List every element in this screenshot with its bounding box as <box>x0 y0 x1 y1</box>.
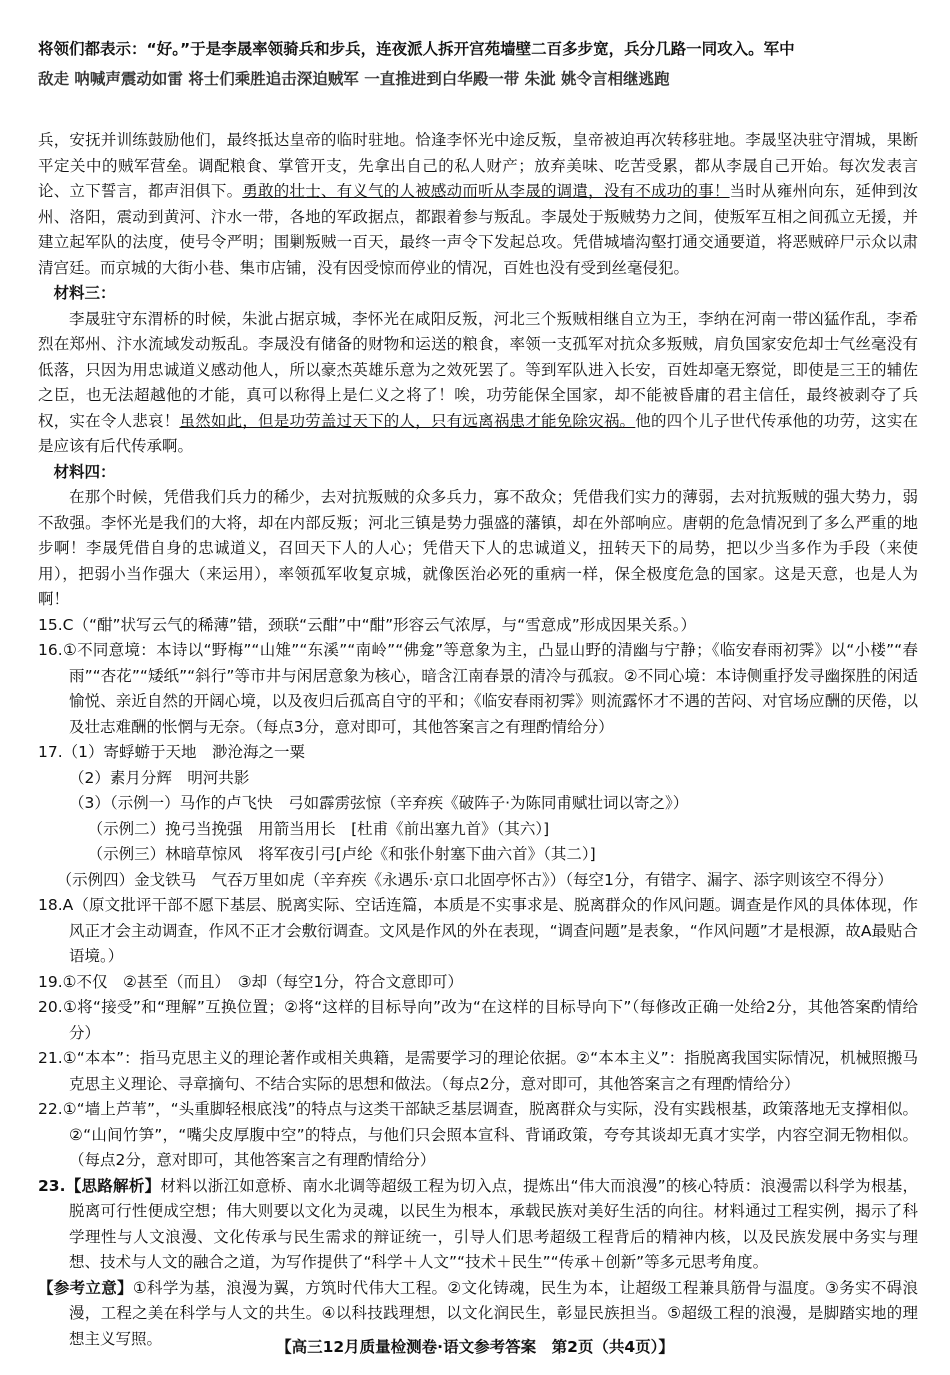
answer-17-example-2: （示例二）挽弓当挽强 用箭当用长 [杜甫《前出塞九首》（其六）] <box>87 819 550 838</box>
top-line-2-cut: 敌走 呐喊声震动如雷 将士们乘胜追击深迫贼军 一直推进到白华殿一带 朱泚 姚令言相继逃跑 <box>38 70 670 88</box>
answer-22: 22.①“墙上芦苇”，“头重脚轻根底浅”的特点与这类干部缺乏基层调查，脱离群众与实际，没有实践根基，政策落地无支撑相似。②“山间竹笋”，“嘴尖皮厚腹中空”的特点，与他们只会照本宣科、背诵政策，夸夸其谈却无真才实学，内容空洞无物相似。（每点2分，意对即可，其他答案言之有理酌情给分） <box>38 1100 918 1169</box>
underlined-sentence: 勇敢的壮士、有义气的人被感动而听从李晟的调遣，没有不成功的事！ <box>242 182 730 200</box>
answer-23-ref-label: 【参考立意】 <box>38 1278 133 1297</box>
material-3-paragraph: 李晟驻守东渭桥的时候，朱泚占据京城，李怀光在咸阳反叛，河北三个叛贼相继自立为王，李纳在河南一带凶猛作乱，李希烈在郑州、汴水流域发动叛乱。李晟没有储备的财物和运送的粮食，率领一支孤军对抗众多叛贼，肩负国家安危却士气丝毫没有低落，只因为用忠诚道义感动他人，所以豪杰英雄乐意为之效死罢了。等到军队进入长安，百姓却毫无察觉，即使是三王的辅佐之臣，也无法超越他的才能，真可以称得上是仁义之将了！唉，功劳能保全国家，却不能被昏庸的君主信任，最终被剥夺了兵权，实在令人悲哀！虽然如此，但是功劳盖过天下的人，只有远离祸患才能免除灾祸。他的四个儿子世代传承他的功劳，这实在是应该有后代传承啊。 <box>38 309 918 455</box>
answer-17-example-3: （示例三）林暗草惊风 将军夜引弓[卢纶《和张仆射塞下曲六首》（其二）] <box>87 845 596 863</box>
main-content <box>38 128 918 1352</box>
page-footer: 【高三12月质量检测卷·语文参考答案 第2页（共4页）】 <box>276 1338 674 1356</box>
material-4-heading: 材料四： <box>53 462 116 481</box>
answer-23-label: 23.【思路解析】 <box>38 1176 161 1195</box>
material-2-paragraph: 兵，安抚并训练鼓励他们，最终抵达皇帝的临时驻地。恰逢李怀光中途反叛，皇帝被迫再次转移驻地。李晟坚决驻守渭城，果断平定关中的贼军营垒。调配粮食、掌管开支，先拿出自己的私人财产；放弃美味、吃苦受累，都从李晟自己开始。每次发表言论、立下誓言，都声泪俱下。勇敢的壮士、有义气的人被感动而听从李晟的调遣，没有不成功的事！当时从雍州向东，延伸到汝州、洛阳，震动到黄河、汴水一带，各地的军政据点，都跟着参与叛乱。李晟处于叛贼势力之间，使叛军互相之间孤立无援，并建立起军队的法度，使号令严明；围剿叛贼一百天，最终一声令下发起总攻。凭借城墙沟壑打通交通要道，将恶贼碎尸示众以肃清宫廷。而京城的大街小巷、集市店铺，没有因受惊而停业的情况，百姓也没有受到丝毫侵犯。 <box>38 131 918 277</box>
answer-23-reference: 【参考立意】①科学为基，浪漫为翼，方筑时代伟大工程。②文化铸魂，民生为本，让超级工程兼具筋骨与温度。③务实不碍浪漫，工程之美在科学与人文的共生。④以科技践理想，以文化润民生，彰显民族担当。⑤超级工程的浪漫，是脚踏实地的理想主义写照。 <box>38 1278 918 1348</box>
answer-15: 15.C（“酣”状写云气的稀薄”错，颈联“云酣”中“酣”形容云气浓厚，与“雪意成”形成因果关系。） <box>38 615 696 634</box>
answer-21: 21.①“本本”：指马克思主义的理论著作或相关典籍，是需要学习的理论依据。②“本本主义”：指脱离我国实际情况，机械照搬马克思主义理论、寻章摘句、不结合实际的思想和做法。（每点2分，意对即可，其他答案言之有理酌情给分） <box>38 1049 918 1093</box>
material-3-heading: 材料三： <box>53 284 116 302</box>
answer-17-1: 17.（1）寄蜉蝣于天地 渺沧海之一粟 <box>38 743 306 761</box>
answer-19: 19.①不仅 ②甚至（而且） ③却（每空1分，符合文意即可） <box>38 972 463 991</box>
top-text-strip <box>38 34 923 88</box>
top-line-1: 将领们都表示：“好。”于是李晟率领骑兵和步兵，连夜派人拆开宫苑墙壁二百多步宽，兵分几路一同攻入。军中 <box>38 40 795 58</box>
answer-20: 20.①将“接受”和“理解”互换位置；②将“这样的目标导向”改为“在这样的目标导向下”（每修改正确一处给2分，其他答案酌情给分） <box>38 998 918 1042</box>
answer-16: 16.①不同意境：本诗以“野梅”“山雉”“东溪”“南岭”“佛龛”等意象为主，凸显山野的清幽与宁静；《临安春雨初霁》以“小楼”“春雨”“杏花”“矮纸”“斜行”等市井与闲居意象为核心，暗含江南春景的清冷与孤寂。②不同心境：本诗侧重抒发寻幽探胜的闲适愉悦、亲近自然的开阔心境，以及夜归后孤高自守的平和；《临安春雨初霁》则流露怀才不遇的苦闷、对官场应酬的厌倦，以及壮志难酬的怅惘与无奈。（每点3分，意对即可，其他答案言之有理酌情给分） <box>38 641 918 736</box>
answer-17-example-4: （示例四）金戈铁马 气吞万里如虎（辛弃疾《永遇乐·京口北固亭怀古》）（每空1分，有错字、漏字、添字则该空不得分） <box>56 870 893 889</box>
answer-23: 23.【思路解析】材料以浙江如意桥、南水北调等超级工程为切入点，提炼出“伟大而浪漫”的核心特质：浪漫需以科学为根基，脱离可行性便成空想；伟大则要以文化为灵魂，以民生为根本，承载民族对美好生活的向往。材料通过工程实例，揭示了科学理性与人文浪漫、文化传承与民生需求的辩证统一，引导人们思考超级工程背后的精神内核，以及民族发展中务实与理想、技术与人文的融合之道，为写作提供了“科学＋人文”“技术＋民生”“传承＋创新”等多元思考角度。 <box>38 1176 918 1271</box>
answer-17-3: （3）（示例一）马作的卢飞快 弓如霹雳弦惊（辛弃疾《破阵子·为陈同甫赋壮词以寄之》） <box>69 794 689 812</box>
material-4-paragraph: 在那个时候，凭借我们兵力的稀少，去对抗叛贼的众多兵力，寡不敌众；凭借我们实力的薄弱，去对抗叛贼的强大势力，弱不敌强。李怀光是我们的大将，却在内部反叛；河北三镇是势力强盛的藩镇，却在外部响应。唐朝的危急情况到了多么严重的地步啊！李晟凭借自身的忠诚道义，召回天下人的人心；凭借天下人的忠诚道义，扭转天下的局势，把以少当多作为手段（来使用），把弱小当作强大（来运用），率领孤军收复京城，就像医治必死的重病一样，保全极度危急的国家。这是天意，也是人为啊！ <box>38 488 918 608</box>
answer-17-2: （2）素月分辉 明河共影 <box>69 768 250 787</box>
answer-18: 18.A（原文批评干部不愿下基层、脱离实际、空话连篇，本质是不实事求是、脱离群众的作风问题。调查是作风的具体体现，作风正才会主动调查，作风不正才会敷衍调查。文风是作风的外在表现，“调查问题”是表象，“作风问题”才是根源，故A最贴合语境。） <box>38 896 918 965</box>
underlined-sentence: 虽然如此，但是功劳盖过天下的人，只有远离祸患才能免除灾祸。 <box>179 411 636 430</box>
